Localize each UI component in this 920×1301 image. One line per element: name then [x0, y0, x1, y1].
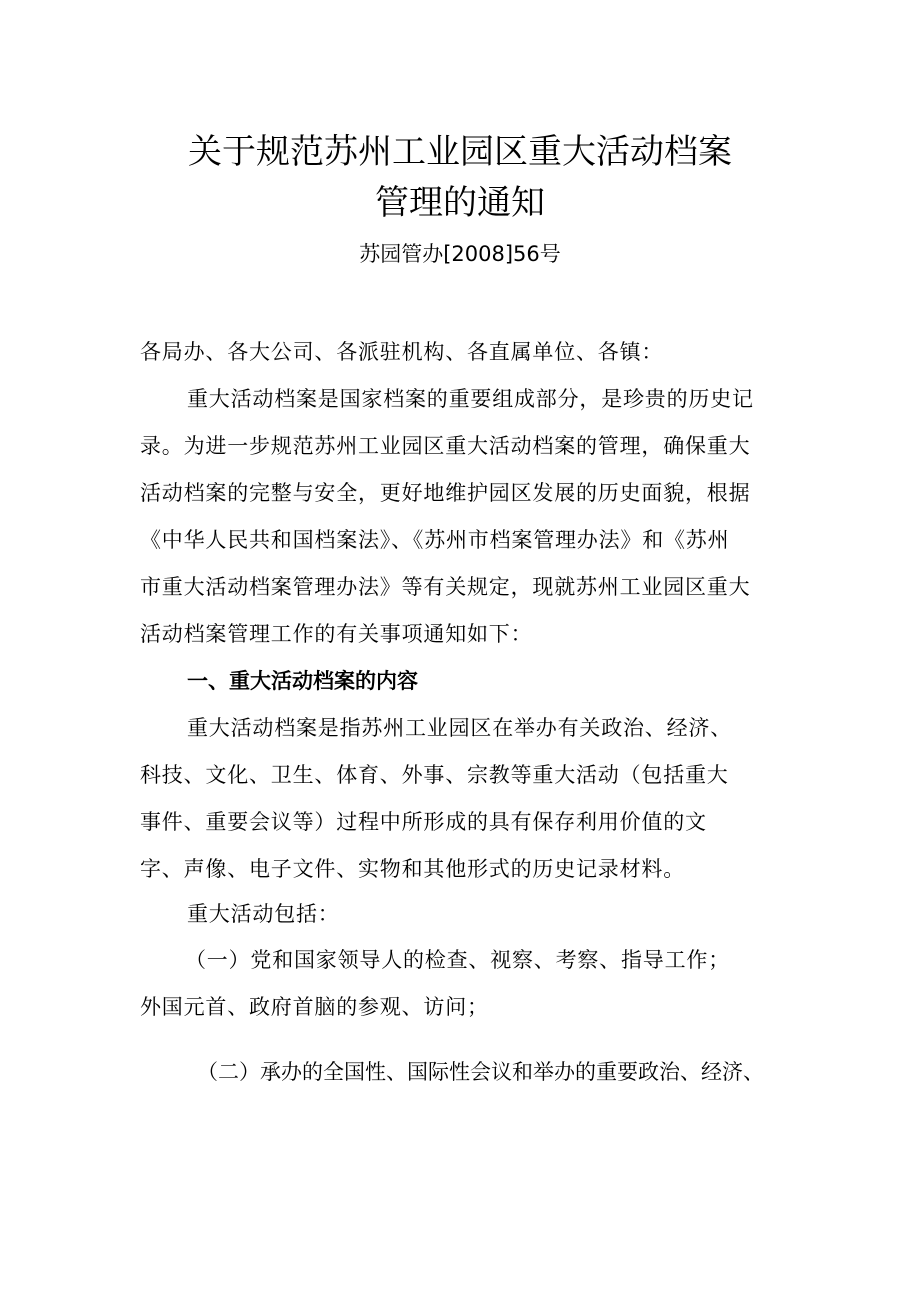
- document-title-line-2: 管理的通知: [375, 183, 545, 223]
- intro-line: 活动档案的完整与安全，更好地维护园区发展的历史面貌，根据: [140, 481, 751, 505]
- list-item-continuation: 外国元首、政府首脑的参观、访问；: [140, 995, 489, 1019]
- list-item: （一）党和国家领导人的检查、视察、考察、指导工作；: [185, 948, 730, 972]
- section-body-line: 重大活动档案是指苏州工业园区在举办有关政治、经济、: [187, 716, 732, 740]
- section-body-line: 字、声像、电子文件、实物和其他形式的历史记录材料。: [140, 857, 685, 881]
- addressee: 各局办、各大公司、各派驻机构、各直属单位、各镇：: [140, 340, 664, 364]
- section-body-line: 科技、文化、卫生、体育、外事、宗教等重大活动（包括重大: [140, 763, 729, 787]
- intro-line: 重大活动档案是国家档案的重要组成部分，是珍贵的历史记: [187, 387, 754, 411]
- activities-label: 重大活动包括：: [187, 902, 340, 926]
- document-title-line-1: 关于规范苏州工业园区重大活动档案: [188, 132, 732, 172]
- list-item: （二）承办的全国性、国际性会议和举办的重要政治、经济、: [197, 1060, 764, 1084]
- section-heading: 一、重大活动档案的内容: [187, 669, 418, 693]
- intro-line: 《中华人民共和国档案法》、《苏州市档案管理办法》和《苏州: [140, 528, 730, 552]
- document-number: 苏园管办[2008]56号: [359, 242, 561, 266]
- intro-line: 活动档案管理工作的有关事项通知如下：: [140, 622, 533, 646]
- section-body-line: 事件、重要会议等）过程中所形成的具有保存利用价值的文: [140, 810, 707, 834]
- intro-line: 录。为进一步规范苏州工业园区重大活动档案的管理，确保重大: [140, 434, 751, 458]
- intro-line: 市重大活动档案管理办法》等有关规定，现就苏州工业园区重大: [140, 575, 751, 599]
